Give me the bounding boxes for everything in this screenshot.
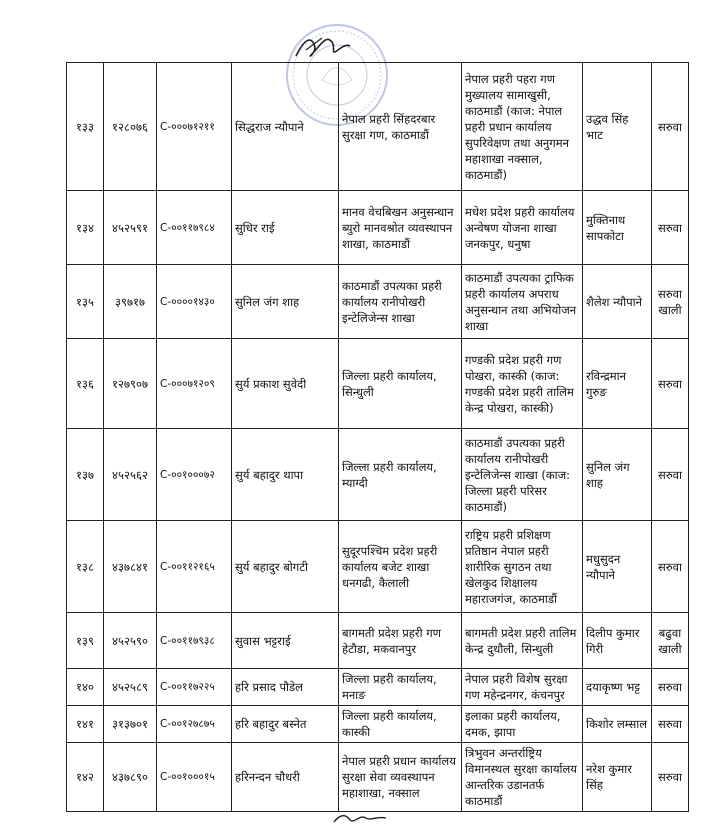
replacement-name: सुनिल जंग शाह <box>586 459 630 490</box>
transfer-office-cell <box>462 669 583 706</box>
remark-cell <box>652 63 689 191</box>
employee-name: हरिनन्दन चौधरी <box>235 770 300 784</box>
code-number-cell <box>157 339 232 429</box>
personnel-id: ४५२५९० <box>112 633 148 648</box>
table-row <box>67 743 689 812</box>
serial-number: १३६ <box>76 376 94 391</box>
personnel-id: ४३७८४१ <box>112 559 148 574</box>
remark: सरुवा खाली <box>657 286 683 317</box>
employee-name-cell <box>232 265 339 339</box>
table-row <box>67 521 689 613</box>
replacement-name-cell <box>583 669 652 706</box>
remark: सरुवा <box>657 467 683 482</box>
personnel-id-cell <box>104 191 157 265</box>
current-office: जिल्ला प्रहरी कार्यालय, कास्की <box>342 709 437 739</box>
current-office: सुदूरपश्चिम प्रदेश प्रहरी कार्यालय बजेट शाखा धनगढी, कैलाली <box>342 543 438 590</box>
employee-name-cell <box>232 191 339 265</box>
replacement-name-cell <box>583 521 652 613</box>
code-number: C-००१०००१५ <box>160 771 215 783</box>
code-number-cell <box>157 191 232 265</box>
serial-number: १४२ <box>76 770 94 784</box>
code-number-cell <box>157 613 232 669</box>
employee-name: सुनिल जंग शाह <box>235 294 300 309</box>
replacement-name: मुक्तिनाथ सापकोटा <box>586 212 626 243</box>
remark: सरुवा <box>657 717 683 731</box>
transfer-office-cell <box>462 63 583 191</box>
serial-number-cell <box>67 265 104 339</box>
personnel-id: ४३७८९० <box>112 770 148 784</box>
code-number-cell <box>157 706 232 743</box>
current-office-cell <box>339 63 462 191</box>
remark: सरुवा <box>657 376 683 391</box>
personnel-id: १२८०७६ <box>112 119 148 134</box>
serial-number: १४० <box>76 680 94 694</box>
code-number: C-००११७२२५ <box>160 681 215 693</box>
personnel-id-cell <box>104 613 157 669</box>
remark-cell <box>652 706 689 743</box>
remark-cell <box>652 429 689 521</box>
personnel-id-cell <box>104 339 157 429</box>
serial-number-cell <box>67 429 104 521</box>
employee-name: सुर्य बहादुर थापा <box>235 467 304 482</box>
remark-cell <box>652 265 689 339</box>
current-office: नेपाल प्रहरी प्रधान कार्यालय सुरक्षा सेवा व्यवस्थापन महाशाखा, नक्साल <box>342 754 456 800</box>
table-row <box>67 191 689 265</box>
personnel-id: १२७९०७ <box>112 376 148 391</box>
current-office: जिल्ला प्रहरी कार्यालय, सिन्धुली <box>342 368 437 399</box>
employee-name: हरि बहादुर बस्नेत <box>235 717 307 731</box>
transfer-office-cell <box>462 521 583 613</box>
serial-number: १३८ <box>76 559 94 574</box>
code-number-cell <box>157 265 232 339</box>
transfer-office: नेपाल प्रहरी पहरा गण मुख्यालय सामाखुसी, काठमाडौं (काज: नेपाल प्रहरी प्रधान कार्यालय सुपरिवेक्षण तथा अनुगमन महाशाखा नक्साल, काठमाडौं) <box>465 71 570 182</box>
code-number-cell <box>157 521 232 613</box>
transfer-list-table <box>66 62 689 812</box>
code-number-cell <box>157 743 232 812</box>
employee-name: सुर्य प्रकाश सुवेदी <box>235 376 307 391</box>
serial-number-cell <box>67 669 104 706</box>
code-number-cell <box>157 429 232 521</box>
remark-cell <box>652 339 689 429</box>
personnel-id-cell <box>104 521 157 613</box>
remark: सरुवा <box>657 559 683 574</box>
current-office-cell <box>339 706 462 743</box>
transfer-office: त्रिभुवन अन्तर्राष्ट्रिय विमानस्थल सुरक्षा कार्यालय आन्तरिक उडानतर्फ काठमाडौं <box>465 746 577 808</box>
current-office-cell <box>339 265 462 339</box>
personnel-id-cell <box>104 743 157 812</box>
personnel-id-cell <box>104 63 157 191</box>
replacement-name: उद्धव सिंह भाट <box>586 111 629 142</box>
table-row <box>67 669 689 706</box>
employee-name: सिद्धराज न्यौपाने <box>235 119 304 134</box>
employee-name: सुवास भट्टराई <box>235 633 291 648</box>
code-number-cell <box>157 63 232 191</box>
replacement-name-cell <box>583 429 652 521</box>
transfer-office: राष्ट्रिय प्रहरी प्रशिक्षण प्रतिष्ठान नेपाल प्रहरी शारीरिक सुगठन तथा खेलकुद शिक्षालय महाराजगंज, काठमाडौं <box>465 527 557 606</box>
employee-name-cell <box>232 743 339 812</box>
remark-cell <box>652 669 689 706</box>
current-office-cell <box>339 429 462 521</box>
remark: सरुवा <box>657 220 683 235</box>
code-number: C-००००१४३० <box>160 295 215 308</box>
signature-icon <box>330 810 390 826</box>
personnel-id-cell <box>104 669 157 706</box>
current-office: काठमाडौं उपत्यका प्रहरी कार्यालय रानीपोखरी इन्टेलिजेन्स शाखा <box>342 278 442 325</box>
replacement-name-cell <box>583 339 652 429</box>
current-office-cell <box>339 613 462 669</box>
transfer-office-cell <box>462 613 583 669</box>
personnel-id-cell <box>104 265 157 339</box>
remark-cell <box>652 521 689 613</box>
personnel-id: ४५२५८९ <box>112 680 148 694</box>
transfer-office: काठमाडौं उपत्यका ट्राफिक प्रहरी कार्यालय अपराध अनुसन्धान तथा अभियोजन शाखा <box>465 270 577 333</box>
serial-number-cell <box>67 191 104 265</box>
replacement-name: किशोर लम्साल <box>586 717 648 731</box>
serial-number-cell <box>67 613 104 669</box>
employee-name-cell <box>232 429 339 521</box>
personnel-id: ३१३७०१ <box>112 717 148 731</box>
code-number: C-०००७१२०९ <box>160 377 215 390</box>
remark-cell <box>652 613 689 669</box>
table-row <box>67 429 689 521</box>
remark-cell <box>652 743 689 812</box>
serial-number-cell <box>67 743 104 812</box>
current-office-cell <box>339 669 462 706</box>
remark-cell <box>652 191 689 265</box>
employee-name-cell <box>232 706 339 743</box>
signature-icon <box>292 30 352 64</box>
replacement-name-cell <box>583 706 652 743</box>
personnel-id: ४५२५९१ <box>112 220 148 235</box>
replacement-name-cell <box>583 191 652 265</box>
serial-number: १३९ <box>76 633 94 648</box>
transfer-office-cell <box>462 339 583 429</box>
serial-number: १३५ <box>76 294 94 309</box>
table-row <box>67 613 689 669</box>
table-row <box>67 265 689 339</box>
employee-name-cell <box>232 669 339 706</box>
employee-name-cell <box>232 339 339 429</box>
remark: सरुवा <box>657 770 683 784</box>
replacement-name: दयाकृष्ण भट्ट <box>586 680 640 694</box>
remark: बढुवा खाली <box>658 625 682 656</box>
serial-number: १३७ <box>76 467 94 482</box>
current-office: जिल्ला प्रहरी कार्यालय, मनाङ <box>342 672 437 702</box>
serial-number: १४१ <box>76 717 94 731</box>
code-number: C-०००७१२११ <box>160 120 215 133</box>
replacement-name: मधुसुदन न्यौपाने <box>586 551 621 582</box>
personnel-id: ४५२५६२ <box>112 467 148 482</box>
current-office: नेपाल प्रहरी सिंहदरबार सुरक्षा गण, काठमाडौं <box>342 111 436 142</box>
transfer-office-cell <box>462 743 583 812</box>
replacement-name: नरेश कुमार सिंह <box>586 762 632 792</box>
replacement-name-cell <box>583 743 652 812</box>
transfer-office: नेपाल प्रहरी विशेष सुरक्षा गण महेन्द्रनगर, कंचनपुर <box>465 672 568 702</box>
employee-name: सुधिर राई <box>235 220 275 235</box>
remark: सरुवा <box>657 119 683 134</box>
employee-name-cell <box>232 521 339 613</box>
table-row <box>67 63 689 191</box>
serial-number: १३३ <box>76 119 94 134</box>
replacement-name: शैलेश न्यौपाने <box>586 294 643 309</box>
current-office-cell <box>339 339 462 429</box>
remark: सरुवा <box>657 680 683 694</box>
replacement-name-cell <box>583 265 652 339</box>
transfer-office: मधेश प्रदेश प्रहरी कार्यालय अन्वेषण योजना शाखा जनकपुर, धनुषा <box>465 204 575 251</box>
code-number: C-००११२१६५ <box>160 560 215 573</box>
serial-number-cell <box>67 706 104 743</box>
current-office-cell <box>339 191 462 265</box>
employee-name: हरि प्रसाद पौडेल <box>235 680 303 694</box>
current-office-cell <box>339 743 462 812</box>
table-row <box>67 339 689 429</box>
serial-number-cell <box>67 521 104 613</box>
current-office: बागमती प्रदेश प्रहरी गण हेटौडा, मकवानपुर <box>342 625 441 656</box>
transfer-office-cell <box>462 706 583 743</box>
replacement-name: रविन्द्रमान गुरुङ <box>586 368 626 399</box>
employee-name-cell <box>232 63 339 191</box>
replacement-name-cell <box>583 613 652 669</box>
employee-name-cell <box>232 613 339 669</box>
transfer-office: इलाका प्रहरी कार्यालय, दमक, झापा <box>465 709 561 739</box>
personnel-id-cell <box>104 429 157 521</box>
personnel-id: ३९७१७ <box>115 294 145 309</box>
transfer-office: गण्डकी प्रदेश प्रहरी गण पोखरा, कास्की (काज: गण्डकी प्रदेश प्रहरी तालिम केन्द्र पोखरा, कास्की) <box>465 352 574 415</box>
replacement-name: दिलीप कुमार गिरी <box>586 625 640 656</box>
code-number: C-००११७९३८ <box>160 634 215 647</box>
current-office: जिल्ला प्रहरी कार्यालय, म्याग्दी <box>342 459 437 490</box>
serial-number: १३४ <box>76 220 94 235</box>
current-office: मानव वेचबिखन अनुसन्धान ब्युरो मानवश्रोत व्यवस्थापन शाखा, काठमाडौं <box>342 204 454 251</box>
transfer-office-cell <box>462 191 583 265</box>
code-number-cell <box>157 669 232 706</box>
transfer-office: बागमती प्रदेश प्रहरी तालिम केन्द्र दुधौली, सिन्धुली <box>465 625 577 656</box>
transfer-office: काठमाडौं उपत्यका प्रहरी कार्यालय रानीपोखरी इन्टेलिजेन्स शाखा (काज: जिल्ला प्रहरी परिसर काठमाडौं) <box>465 435 571 514</box>
serial-number-cell <box>67 339 104 429</box>
serial-number-cell <box>67 63 104 191</box>
transfer-office-cell <box>462 429 583 521</box>
replacement-name-cell <box>583 63 652 191</box>
transfer-office-cell <box>462 265 583 339</box>
code-number: C-००११७९८४ <box>160 221 215 234</box>
employee-name: सुर्य बहादुर बोगटी <box>235 559 309 574</box>
personnel-id-cell <box>104 706 157 743</box>
code-number: C-००१२७८७५ <box>160 718 215 730</box>
code-number: C-००१०००७२ <box>160 468 215 481</box>
current-office-cell <box>339 521 462 613</box>
table-row <box>67 706 689 743</box>
